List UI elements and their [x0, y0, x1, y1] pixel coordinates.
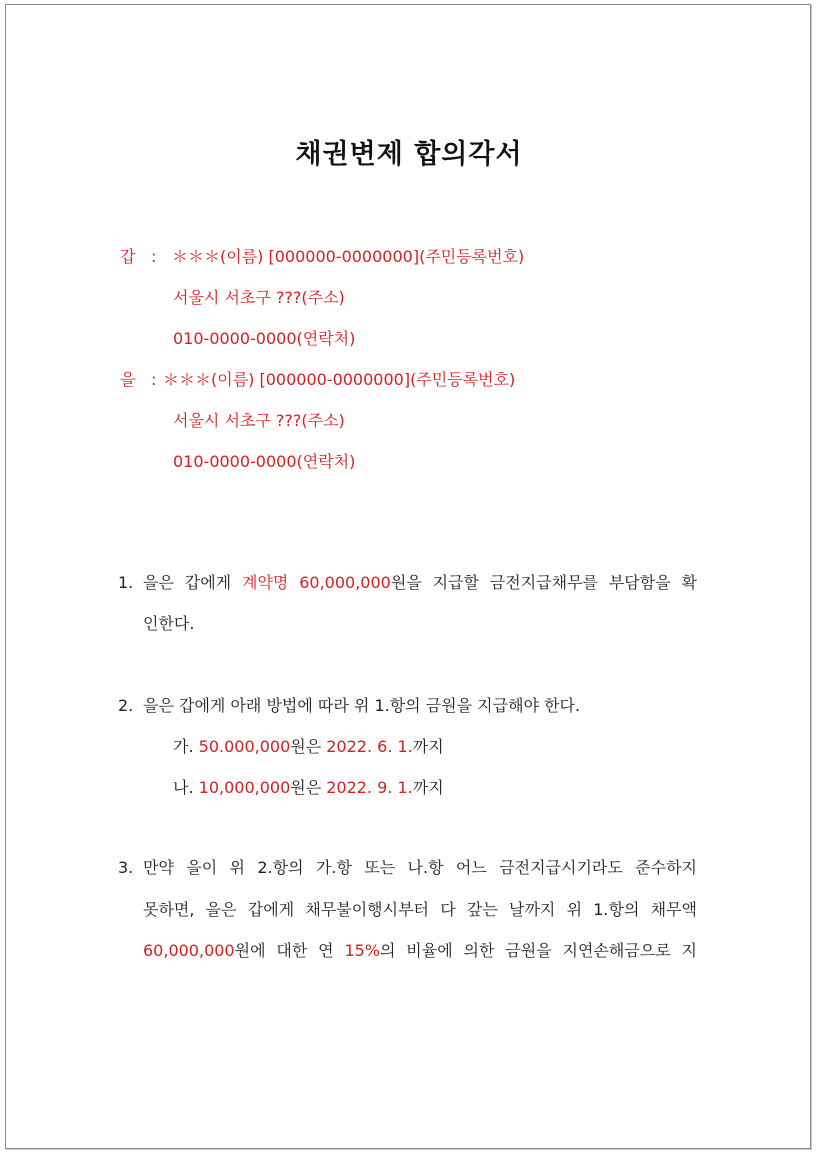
party-gap-label: 갑	[120, 247, 136, 266]
clause-3-line-2: 못하면, 을은 갑에게 채무불이행시부터 다 갚는 날까지 위 1.항의 채무액	[143, 900, 697, 919]
clause-2-number: 2.	[118, 696, 134, 715]
clause-2-line-1: 을은 갑에게 아래 방법에 따라 위 1.항의 금원을 지급해야 한다.	[143, 696, 581, 715]
clause-2-item-b: 나. 10,000,000원은 2022. 9. 1.까지	[173, 778, 444, 797]
party-gap-colon: :	[151, 247, 157, 266]
clause-2-item-a: 가. 50.000,000원은 2022. 6. 1.까지	[173, 737, 444, 756]
party-eul-contact: 010-0000-0000(연락처)	[173, 452, 356, 471]
party-gap-address: 서울시 서초구 ???(주소)	[173, 288, 345, 307]
party-gap-contact: 010-0000-0000(연락처)	[173, 329, 356, 348]
clause-1-number: 1.	[118, 573, 134, 592]
party-eul-address: 서울시 서초구 ???(주소)	[173, 411, 345, 430]
clause-3-line-3: 60,000,000원에 대한 연 15%의 비율에 의한 금원을 지연손해금으로 지	[143, 941, 697, 960]
clause-1-line-1: 을은 갑에게 계약명 60,000,000원을 지급할 금전지급채무를 부담함을 확	[143, 573, 697, 592]
party-gap-id-line: ＊＊＊(이름) [000000-0000000](주민등록번호)	[172, 247, 525, 266]
document-title: 채권변제 합의각서	[295, 139, 523, 170]
clause-3-number: 3.	[118, 858, 134, 877]
clause-1-line-2: 인한다.	[143, 614, 195, 633]
clause-3-line-1: 만약 을이 위 2.항의 가.항 또는 나.항 어느 금전지급시기라도 준수하지	[143, 858, 697, 877]
party-eul-colon: :	[151, 370, 157, 389]
party-eul-id-line: ＊＊＊(이름) [000000-0000000](주민등록번호)	[163, 370, 516, 389]
party-eul-label: 을	[120, 370, 136, 389]
